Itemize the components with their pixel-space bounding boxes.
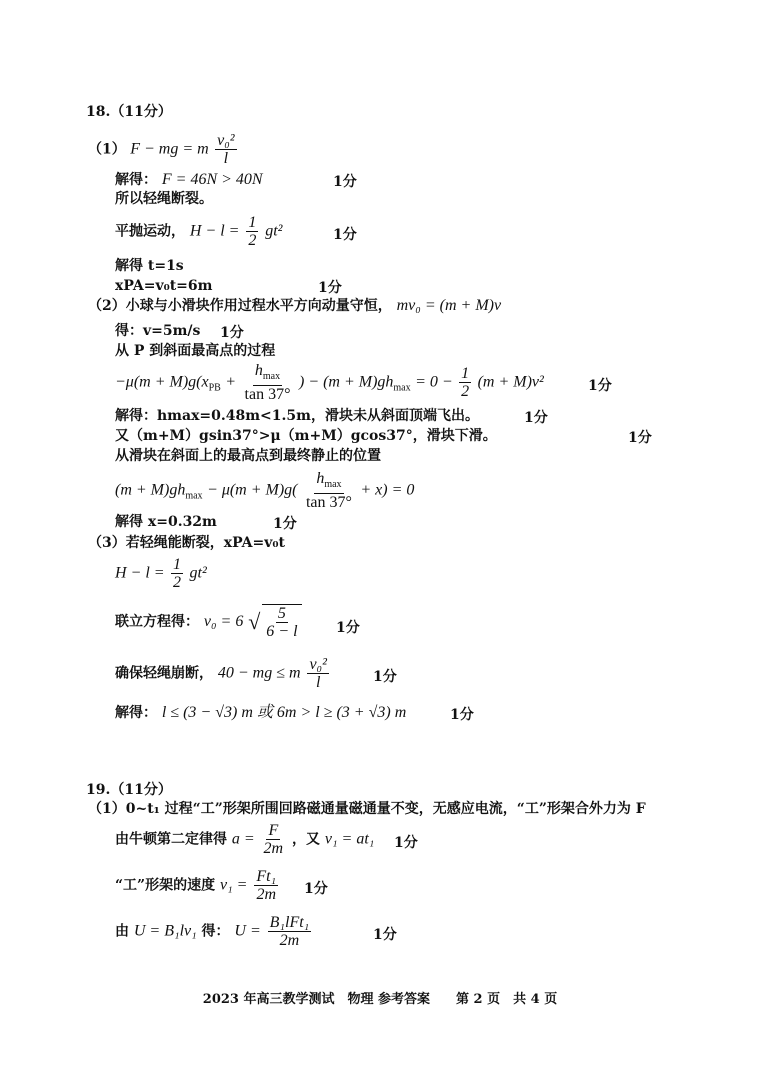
fraction bbox=[215, 132, 236, 167]
denominator: 2 bbox=[248, 232, 257, 249]
hmax-solution: 解得：hmax=0.48m<1.5m，滑块未从斜面顶端飞出。 bbox=[115, 408, 479, 424]
eq-part: − μ(m + M)g( bbox=[207, 481, 298, 499]
eq-lhs: U = bbox=[234, 922, 261, 940]
numerator: $h_{max}$ bbox=[314, 470, 343, 494]
from-top-text: 从滑块在斜面上的最高点到最终静止的位置 bbox=[115, 448, 381, 464]
fraction bbox=[268, 914, 312, 949]
slide-condition: 又（m+M）gsin37°>μ（m+M）gcos37°，滑块下滑。 bbox=[115, 428, 497, 444]
u-prefix: 由 bbox=[115, 923, 129, 940]
eq-sub: max bbox=[185, 490, 203, 502]
score: 1分 bbox=[524, 410, 548, 426]
x-solution: xPA=v₀t=6m bbox=[115, 278, 213, 294]
eq-part: U = B₁lv₁ bbox=[133, 922, 197, 940]
fraction bbox=[246, 214, 258, 249]
u-mid: 得： bbox=[201, 923, 230, 940]
sqrt bbox=[248, 604, 303, 640]
q19-part1: （1）0~t₁ 过程“工”形架所围回路磁通量磁通量不变，无感应电流，“工”形架合外力为 F bbox=[88, 801, 646, 817]
sol-eq: F = 46N > 40N bbox=[161, 171, 263, 188]
numerator: $h_{max}$ bbox=[253, 362, 282, 386]
q18-sol1 bbox=[115, 171, 263, 189]
eq-part: −μ(m + M)g(x bbox=[115, 373, 209, 391]
eq-part: + x) = 0 bbox=[360, 481, 415, 499]
denominator: tan 37° bbox=[305, 494, 352, 512]
eq-lhs: a = bbox=[231, 830, 255, 848]
score: 1分 bbox=[318, 280, 342, 296]
newton-line bbox=[115, 822, 374, 857]
denominator: 2 bbox=[173, 574, 182, 591]
q18-part2 bbox=[88, 297, 501, 315]
energy-equation bbox=[115, 362, 544, 403]
denominator: 2m bbox=[256, 886, 276, 903]
eq-tail: gt² bbox=[189, 564, 207, 582]
numerator: 1 bbox=[173, 556, 182, 573]
sol-prefix: 解得： bbox=[115, 172, 157, 188]
score: 1分 bbox=[394, 835, 418, 851]
score: 1分 bbox=[333, 227, 357, 243]
eq-plus: + bbox=[225, 373, 237, 391]
numerator: 1 bbox=[248, 214, 257, 231]
score: 1分 bbox=[220, 325, 244, 341]
eq-part: v₁ = at₁ bbox=[324, 830, 375, 848]
denominator: 6 − l bbox=[266, 623, 298, 640]
final-eq: l ≤ (3 − √3) m 或 6m > l ≥ (3 + √3) m bbox=[161, 704, 407, 721]
q18-part1 bbox=[88, 132, 239, 167]
eq-lhs: 40 − mg ≤ m bbox=[217, 664, 301, 682]
p3-equation bbox=[115, 556, 207, 591]
rope-break-text: 所以轻绳断裂。 bbox=[115, 191, 213, 207]
denominator: l bbox=[223, 150, 229, 167]
fraction bbox=[459, 365, 471, 400]
from-p-text: 从 P 到斜面最高点的过程 bbox=[115, 343, 276, 359]
fraction bbox=[307, 656, 328, 691]
score: 1分 bbox=[336, 620, 360, 636]
newton-prefix: 由牛顿第二定律得 bbox=[115, 831, 227, 848]
eq-sub: max bbox=[393, 382, 411, 394]
page-footer: 2023 年高三教学测试 物理 参考答案 第 2 页 共 4 页 bbox=[202, 992, 558, 1007]
part-label: （1） bbox=[88, 141, 126, 158]
eq-part: (m + M)gh bbox=[115, 481, 186, 499]
fraction bbox=[243, 362, 293, 403]
numerator: 5 bbox=[277, 605, 286, 622]
radical-sign: √ bbox=[248, 609, 261, 634]
eq-part: ) − (m + M)gh bbox=[298, 373, 394, 391]
numerator: v₀² bbox=[309, 656, 327, 673]
x-rest-solution: 解得 x=0.32m bbox=[115, 514, 217, 530]
numerator: v₀² bbox=[217, 132, 235, 149]
eq-lhs: F − mg = m bbox=[130, 140, 209, 158]
eq-part: = 0 − bbox=[415, 373, 453, 391]
score: 1分 bbox=[373, 927, 397, 943]
ensure-prefix: 确保轻绳崩断， bbox=[115, 665, 213, 682]
score: 1分 bbox=[450, 707, 474, 723]
fraction bbox=[262, 822, 286, 857]
fraction bbox=[262, 604, 301, 640]
denominator: 2m bbox=[263, 840, 284, 857]
proj-prefix: 平抛运动， bbox=[115, 223, 185, 240]
eq-sub: PB bbox=[208, 382, 221, 394]
momentum-eq: mv₀ = (m + M)v bbox=[396, 297, 502, 314]
numerator: Ft₁ bbox=[256, 868, 277, 885]
voltage-line bbox=[115, 914, 313, 949]
denominator: l bbox=[315, 674, 321, 691]
eq-tail: gt² bbox=[265, 222, 283, 240]
eq-lhs: v₁ = bbox=[219, 876, 248, 894]
part2-text: （2）小球与小滑块作用过程水平方向动量守恒， bbox=[88, 298, 392, 314]
q18-heading: 18.（11分） bbox=[86, 104, 172, 120]
fraction bbox=[254, 868, 278, 903]
projectile-line bbox=[115, 214, 282, 249]
q18-part3: （3）若轻绳能断裂，xPA=v₀t bbox=[88, 535, 285, 551]
score: 1分 bbox=[588, 378, 612, 394]
newton-mid: ，又 bbox=[291, 831, 320, 848]
score: 1分 bbox=[628, 430, 652, 446]
denominator: tan 37° bbox=[244, 386, 291, 404]
eq-lhs: H − l = bbox=[189, 222, 240, 240]
combine-line bbox=[115, 604, 304, 640]
fraction bbox=[171, 556, 183, 591]
speed-prefix: “工”形架的速度 bbox=[115, 877, 216, 894]
score: 1分 bbox=[304, 881, 328, 897]
eq-part: v₀ = 6 bbox=[203, 613, 244, 630]
speed-line bbox=[115, 868, 280, 903]
denominator: 2m bbox=[279, 932, 300, 949]
ensure-line bbox=[115, 656, 331, 691]
combine-prefix: 联立方程得： bbox=[115, 614, 199, 630]
final-prefix: 解得： bbox=[115, 705, 157, 721]
v-solution: 得：v=5m/s bbox=[115, 323, 201, 339]
fraction bbox=[304, 470, 354, 511]
t-solution: 解得 t=1s bbox=[115, 258, 184, 274]
numerator: 1 bbox=[461, 365, 470, 383]
numerator: B₁lFt₁ bbox=[269, 914, 310, 931]
denominator: 2 bbox=[461, 383, 470, 401]
score: 1分 bbox=[273, 516, 297, 532]
eq-lhs: H − l = bbox=[115, 564, 165, 582]
numerator: F bbox=[268, 822, 279, 839]
eq-part: (m + M)v² bbox=[477, 373, 544, 391]
q19-heading: 19.（11分） bbox=[86, 782, 172, 798]
final-solution bbox=[115, 704, 406, 722]
rest-equation bbox=[115, 470, 414, 511]
score: 1分 bbox=[333, 174, 357, 190]
score: 1分 bbox=[373, 669, 397, 685]
